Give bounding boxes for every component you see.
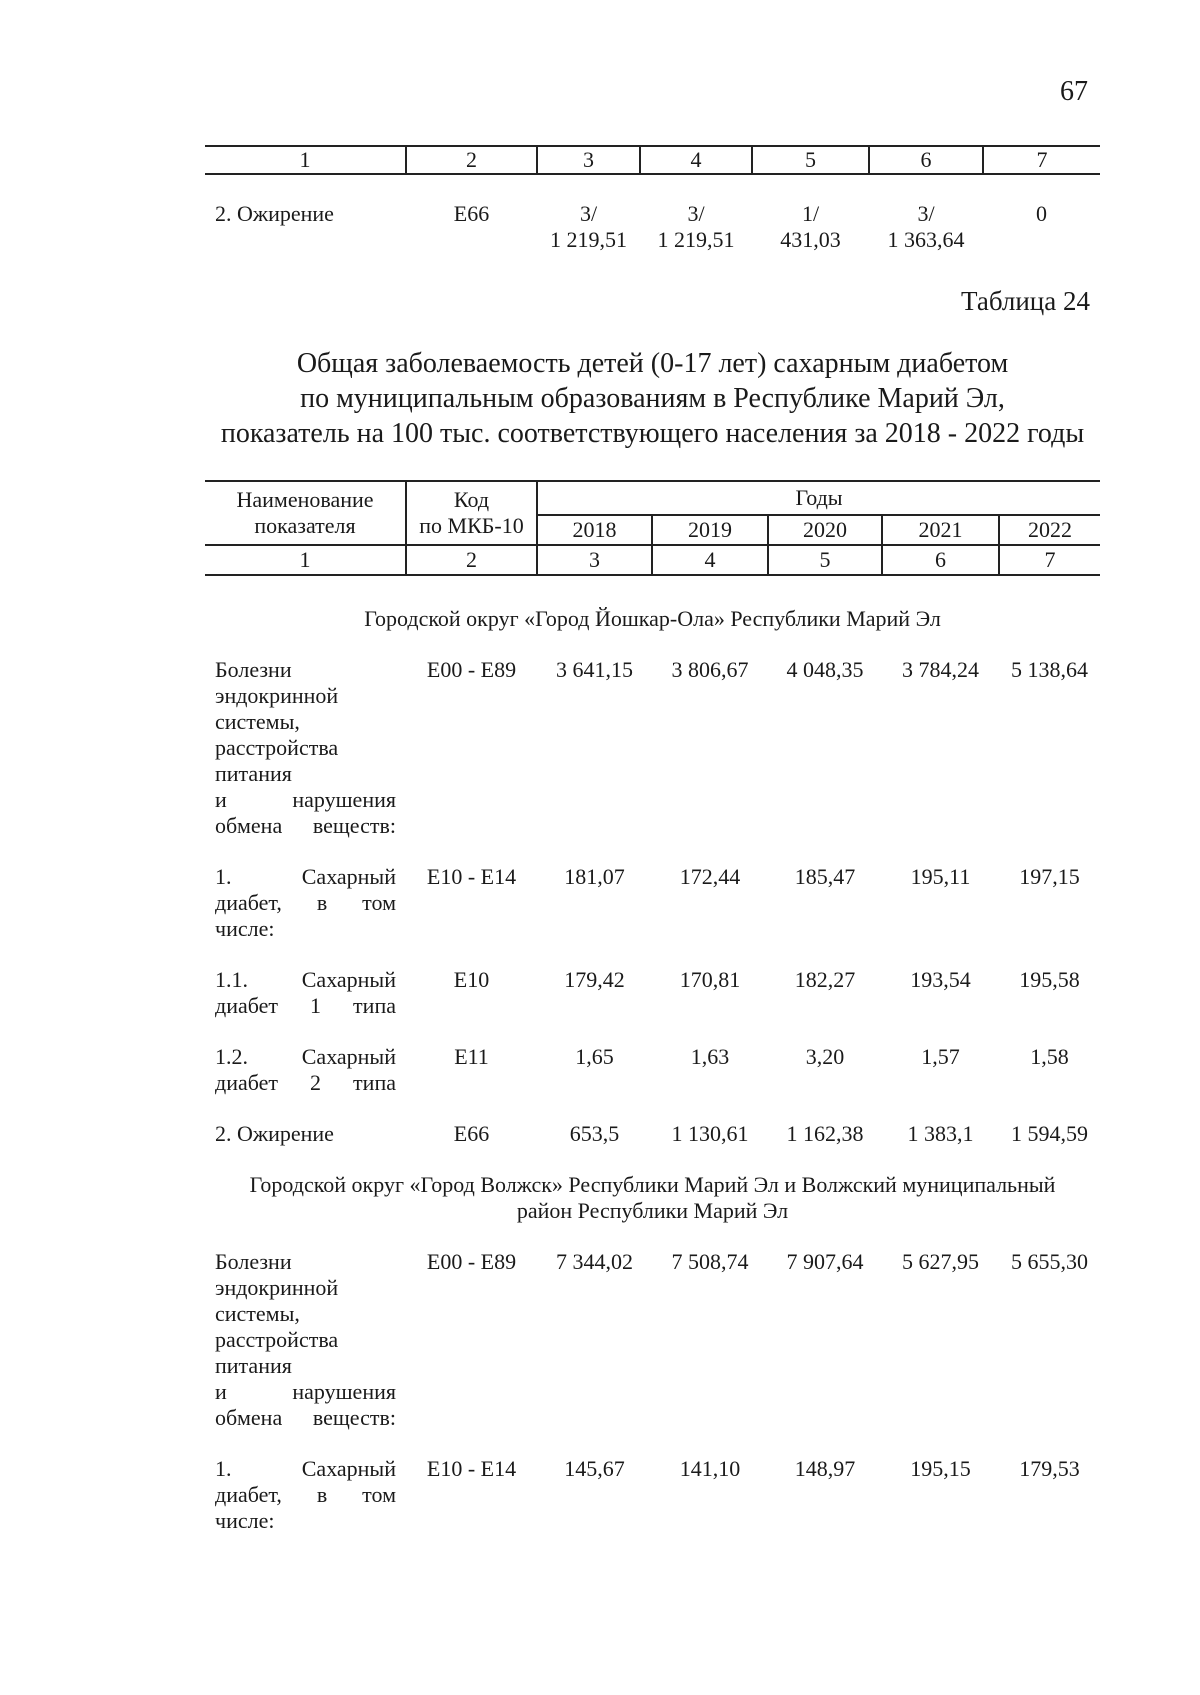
column-number-cell: 6	[869, 146, 983, 174]
table-row	[205, 864, 1100, 967]
icd-code-cell: Е66	[453, 201, 490, 226]
main-table	[205, 480, 1100, 1559]
indicator-name-cell	[205, 1456, 406, 1559]
value-cell: 145,67	[564, 1456, 625, 1481]
section-title-cell	[205, 1172, 1100, 1249]
icd-code-cell: Е00 - Е89	[426, 657, 517, 682]
indicator-name-cell	[205, 1121, 406, 1172]
indicator-name-line: питания	[215, 1353, 292, 1378]
indicator-name-cell	[205, 864, 406, 967]
indicator-name-line: числе:	[215, 1508, 275, 1533]
value-cell: 1 383,1	[907, 1121, 974, 1146]
year-header-cell: 2021	[882, 515, 999, 545]
year-header-cell: 2022	[999, 515, 1100, 545]
value-cell	[640, 174, 752, 253]
value-cell: 1,58	[1030, 1044, 1069, 1069]
header-line: Наименование	[236, 487, 374, 512]
value-line: 3/	[687, 201, 705, 226]
value-cell: 1 594,59	[1011, 1121, 1088, 1146]
value-cell: 148,97	[794, 1456, 856, 1481]
section-title-row	[205, 1172, 1100, 1249]
indicator-name-line: расстройства	[215, 1327, 339, 1352]
indicator-name-line: 1.2. Сахарный	[215, 1044, 396, 1069]
indicator-name-line: 1. Сахарный	[215, 1456, 396, 1481]
value-cell: 1,65	[575, 1044, 614, 1069]
column-number-cell: 7	[999, 545, 1100, 575]
indicator-name-line: расстройства	[215, 735, 339, 760]
value-cell: 7 344,02	[556, 1249, 633, 1274]
section-title-cell	[205, 575, 1100, 657]
value-cell: 3 784,24	[902, 657, 979, 682]
section-title-line: Городской округ «Город Волжск» Республики Марий Эл и Волжский муниципальный	[249, 1172, 1056, 1197]
table-row	[205, 967, 1100, 1044]
icd-code-cell: Е66	[453, 1121, 490, 1146]
year-header-cell: 2020	[768, 515, 882, 545]
indicator-name-line: 1. Сахарный	[215, 864, 396, 889]
icd-code-cell: Е10 - Е14	[426, 864, 517, 889]
indicator-name-cell	[205, 1249, 406, 1456]
indicator-name-cell	[205, 967, 406, 1044]
indicator-name-header	[205, 481, 406, 545]
table-title	[155, 346, 1150, 451]
value-cell: 182,27	[794, 967, 856, 992]
column-number-cell: 2	[406, 146, 537, 174]
table-row	[205, 1121, 1100, 1172]
value-cell: 5 655,30	[1011, 1249, 1088, 1274]
value-cell	[537, 174, 640, 253]
value-line: 1 219,51	[657, 227, 735, 252]
icd-code-cell: Е11	[454, 1044, 489, 1069]
continuation-table	[205, 145, 1100, 253]
value-line: 1 363,64	[887, 227, 965, 252]
indicator-name-line: Болезни	[215, 657, 292, 682]
value-cell	[983, 174, 1100, 253]
value-cell: 179,42	[564, 967, 625, 992]
continuation-data-row	[205, 174, 1100, 253]
icd-code-header	[406, 481, 537, 545]
column-number-cell: 3	[537, 146, 640, 174]
value-cell: 7 508,74	[671, 1249, 749, 1274]
year-header-cell: 2019	[652, 515, 768, 545]
column-number-cell: 1	[205, 545, 406, 575]
page-number: 67	[1060, 76, 1088, 107]
indicator-name-line: диабет, в том	[215, 1482, 396, 1507]
value-cell: 5 627,95	[902, 1249, 979, 1274]
value-cell: 179,53	[1019, 1456, 1080, 1481]
section-title-row	[205, 575, 1100, 657]
indicator-name-line: диабет 2 типа	[215, 1070, 396, 1095]
header-line: по МКБ-10	[419, 513, 524, 538]
icd-code-cell: Е10 - Е14	[426, 1456, 517, 1481]
value-cell: 7 907,64	[786, 1249, 864, 1274]
value-cell: 195,15	[910, 1456, 971, 1481]
value-cell: 185,47	[794, 864, 856, 889]
header-line: показателя	[254, 513, 356, 538]
icd-code-cell: Е00 - Е89	[426, 1249, 517, 1274]
column-number-cell: 1	[205, 146, 406, 174]
value-cell	[752, 174, 869, 253]
indicator-name-line: диабет, в том	[215, 890, 396, 915]
indicator-name-cell	[205, 657, 406, 864]
value-line: 1/	[801, 201, 820, 226]
value-cell: 653,5	[569, 1121, 620, 1146]
section-title-line: Городской округ «Город Йошкар-Ола» Республики Марий Эл	[364, 606, 941, 631]
value-cell	[869, 174, 983, 253]
year-header-cell: 2018	[537, 515, 652, 545]
continuation-number-row	[205, 146, 1100, 174]
column-number-cell: 2	[406, 545, 537, 575]
value-cell: 195,58	[1019, 967, 1080, 992]
value-line: 431,03	[780, 227, 841, 252]
value-cell: 195,11	[910, 864, 971, 889]
indicator-name-line: 1.1. Сахарный	[215, 967, 396, 992]
indicator-name-line: обмена веществ:	[215, 1405, 396, 1430]
indicator-name-line: обмена веществ:	[215, 813, 396, 838]
value-cell: 3,20	[805, 1044, 845, 1069]
value-cell: 170,81	[679, 967, 741, 992]
table-row	[205, 1249, 1100, 1456]
indicator-name-line: системы,	[215, 1301, 300, 1326]
value-cell: 3 806,67	[671, 657, 749, 682]
value-line: 0	[1036, 201, 1047, 226]
indicator-name-line: эндокринной	[215, 1275, 339, 1300]
indicator-name-cell: 2. Ожирение	[215, 201, 334, 226]
indicator-name-line: эндокринной	[215, 683, 339, 708]
section-title-line: район Республики Марий Эл	[516, 1198, 789, 1223]
value-cell: 193,54	[910, 967, 971, 992]
value-cell: 4 048,35	[786, 657, 864, 682]
value-line: 3/	[917, 201, 935, 226]
column-number-cell: 5	[752, 146, 869, 174]
column-number-cell: 5	[768, 545, 882, 575]
header-line: Код	[453, 487, 490, 512]
value-cell: 181,07	[564, 864, 625, 889]
value-cell: 1 162,38	[786, 1121, 864, 1146]
indicator-name-line: числе:	[215, 916, 275, 941]
column-number-cell: 4	[652, 545, 768, 575]
title-line: по муниципальным образованиям в Республике Марий Эл,	[300, 383, 1005, 414]
indicator-name-cell	[205, 1044, 406, 1121]
header-row-column-numbers	[205, 545, 1100, 575]
column-number-cell: 6	[882, 545, 999, 575]
table-row	[205, 1044, 1100, 1121]
value-line: 1 219,51	[550, 227, 627, 252]
value-cell: 1 130,61	[671, 1121, 749, 1146]
table-row	[205, 1456, 1100, 1559]
value-cell: 1,57	[921, 1044, 960, 1069]
indicator-name-line: Болезни	[215, 1249, 292, 1274]
indicator-name-line: и нарушения	[215, 787, 396, 812]
table-label: Таблица 24	[961, 286, 1090, 316]
value-cell: 5 138,64	[1011, 657, 1088, 682]
value-cell: 197,15	[1019, 864, 1080, 889]
title-line: Общая заболеваемость детей (0-17 лет) сахарным диабетом	[296, 348, 1009, 379]
years-header: Годы	[537, 481, 1100, 515]
value-line: 3/	[579, 201, 598, 226]
value-cell: 1,63	[690, 1044, 730, 1069]
continuation-table-body	[205, 146, 1100, 253]
column-number-cell: 4	[640, 146, 752, 174]
column-number-cell: 3	[537, 545, 652, 575]
icd-code-cell: Е10	[453, 967, 490, 992]
column-number-cell: 7	[983, 146, 1100, 174]
indicator-name-line: диабет 1 типа	[215, 993, 396, 1018]
value-cell: 172,44	[679, 864, 741, 889]
indicator-name-line: и нарушения	[215, 1379, 396, 1404]
main-table-header	[205, 481, 1100, 575]
table-row	[205, 657, 1100, 864]
indicator-name-line: питания	[215, 761, 292, 786]
header-row-labels	[205, 481, 1100, 515]
value-cell: 3 641,15	[556, 657, 633, 682]
title-line: показатель на 100 тыс. соответствующего населения за 2018 - 2022 годы	[220, 418, 1085, 449]
main-table-body	[205, 575, 1100, 1559]
value-cell: 141,10	[679, 1456, 741, 1481]
indicator-name-line: 2. Ожирение	[215, 1121, 334, 1146]
indicator-name-line: системы,	[215, 709, 300, 734]
